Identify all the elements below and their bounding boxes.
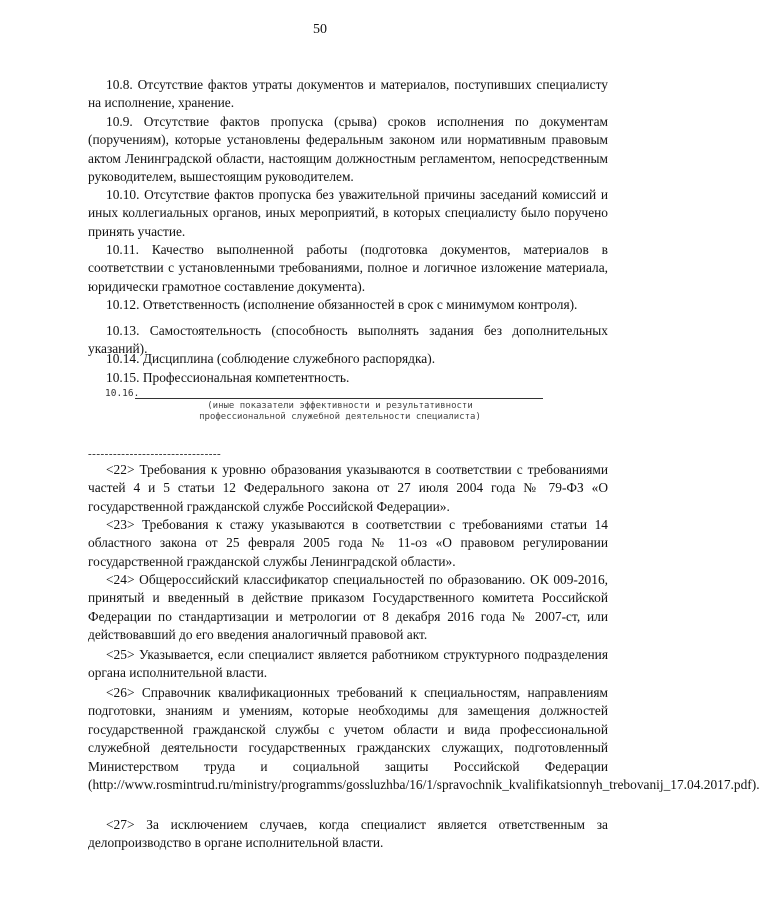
footnote-24: <24> Общероссийский классификатор специальностей по образованию. ОК 009-2016, принятый и введенный в действие приказом Государственного комитета Российской Федерации по стандартизации и метрологии от 8 декабря 2016 года № 2007-ст, или действовавший до его введения аналогичный правовой акт.	[88, 572, 608, 643]
caption-line-1: (иные показатели эффективности и результативности	[207, 401, 473, 411]
item-10-10: 10.10. Отсутствие фактов пропуска без уважительной причины заседаний комиссий и иных коллегиальных органов, иных мероприятий, в которых специалисту было поручено принять участие.	[88, 187, 608, 239]
item-10-14: 10.14. Дисциплина (соблюдение служебного распорядка).	[106, 351, 436, 366]
footnote-25: <25> Указывается, если специалист является работником структурного подразделения органа исполнительной власти.	[88, 647, 608, 681]
footnote-22: <22> Требования к уровню образования указываются в соответствии с требованиями частей 4 и 5 статьи 12 Федерального закона от 27 июля 2004 года № 79-ФЗ «О государственной гражданской службе Российской Федерации».	[88, 462, 608, 514]
footnote-23: <23> Требования к стажу указываются в соответствии с требованиями статьи 14 областного закона от 25 февраля 2005 года № 11-оз «О правовом регулировании государственной гражданской службы Ленинградской области».	[88, 517, 608, 569]
item-10-16-caption	[140, 401, 540, 423]
item-10-9: 10.9. Отсутствие фактов пропуска (срыва) сроков исполнения по документам (поручениям), которые установлены федеральным законом или нормативным правовым актом Ленинградской области, настоящим должностным регламентом, непосредственным руководителем, вышестоящим руководителем.	[88, 114, 608, 185]
footnote-divider: --------------------------------	[88, 448, 222, 460]
item-10-12: 10.12. Ответственность (исполнение обязанностей в срок с минимумом контроля).	[106, 297, 578, 312]
item-10-11: 10.11. Качество выполненной работы (подготовка документов, материалов в соответствии с установленными требованиями, полное и логичное изложение материала, юридически грамотное составление документа).	[88, 242, 608, 294]
item-10-15: 10.15. Профессиональная компетентность.	[106, 370, 350, 385]
footnote-26: <26> Справочник квалификационных требований к специальностям, направлениям подготовки, знаниям и умениям, которые необходимы для замещения должностей государственной гражданской службы с учетом области и вида профессиональной служебной деятельности государственных гражданских служащих, подготовленный Министерством труда и социальной защиты Российской Федерации (http://www.rosmintrud.ru/ministry/programms/gossluzhba/16/1/spravochnik_kvalifikatsionnyh_trebovanij_17.04.2017.pdf).	[88, 685, 760, 793]
item-10-16-blank-line	[135, 398, 543, 399]
caption-line-2: профессиональной служебной деятельности специалиста)	[199, 412, 481, 422]
item-10-13: 10.13. Самостоятельность (способность выполнять задания без дополнительных указаний).	[88, 323, 608, 357]
item-10-8: 10.8. Отсутствие фактов утраты документов и материалов, поступивших специалисту на исполнение, хранение.	[88, 77, 608, 111]
page-number: 50	[313, 22, 327, 37]
footnote-27: <27> За исключением случаев, когда специалист является ответственным за делопроизводство в органе исполнительной власти.	[88, 817, 608, 851]
item-10-16-number: 10.16.	[105, 388, 140, 399]
